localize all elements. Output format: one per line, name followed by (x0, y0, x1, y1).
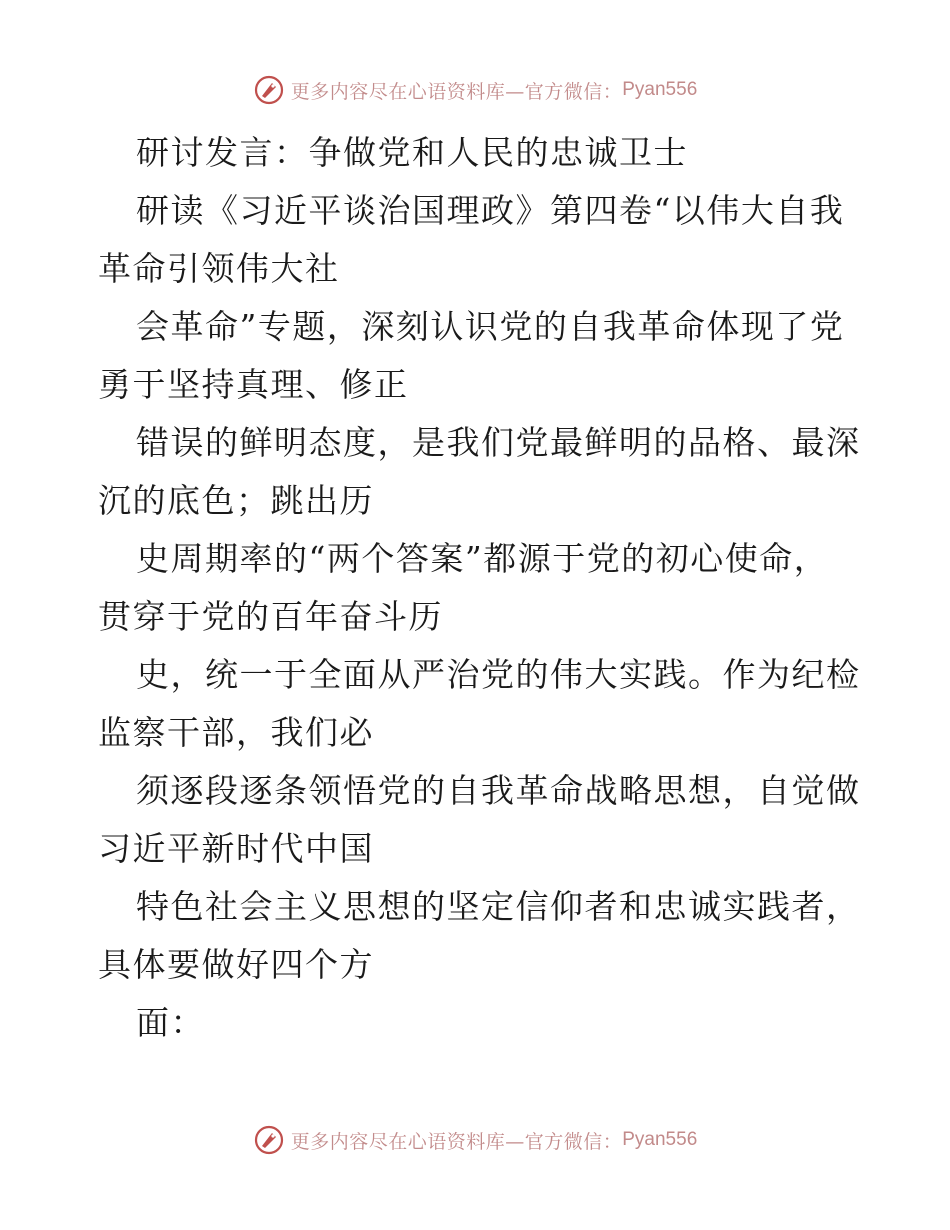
pen-nib-circle-icon (253, 1124, 285, 1156)
watermark-wechat-id: Pyan556 (622, 79, 698, 100)
watermark-text: 更多内容尽在心语资料库—官方微信： (290, 80, 623, 103)
watermark-text: 更多内容尽在心语资料库—官方微信： (290, 1130, 623, 1153)
footer-watermark (0, 1120, 950, 1160)
document-line: 贯穿于党的百年奋斗历 (98, 597, 443, 636)
document-line: 史，统一于全面从严治党的伟大实践。作为纪检 (136, 655, 861, 694)
document-line: 研读《习近平谈治国理政》第四卷“以伟大自我 (136, 191, 845, 230)
document-line: 沉的底色；跳出历 (98, 481, 374, 520)
header-watermark (0, 70, 950, 110)
pen-nib-circle-icon (253, 74, 285, 106)
document-line: 勇于坚持真理、修正 (98, 365, 409, 404)
document-body (98, 124, 861, 1052)
document-line: 错误的鲜明态度，是我们党最鲜明的品格、最深 (136, 423, 861, 462)
document-line: 须逐段逐条领悟党的自我革命战略思想，自觉做 (136, 771, 861, 810)
document-line: 史周期率的“两个答案”都源于党的初心使命， (136, 539, 829, 578)
watermark-wechat-id: Pyan556 (622, 1129, 698, 1150)
document-line: 具体要做好四个方 (98, 945, 374, 984)
document-line: 革命引领伟大社 (98, 249, 340, 288)
document-line: 面： (136, 1003, 205, 1042)
document-line: 研讨发言：争做党和人民的忠诚卫士 (136, 133, 688, 172)
document-line: 监察干部，我们必 (98, 713, 374, 752)
document-line: 习近平新时代中国 (98, 829, 374, 868)
document-line: 会革命”专题，深刻认识党的自我革命体现了党 (136, 307, 845, 346)
document-line: 特色社会主义思想的坚定信仰者和忠诚实践者， (136, 887, 861, 926)
